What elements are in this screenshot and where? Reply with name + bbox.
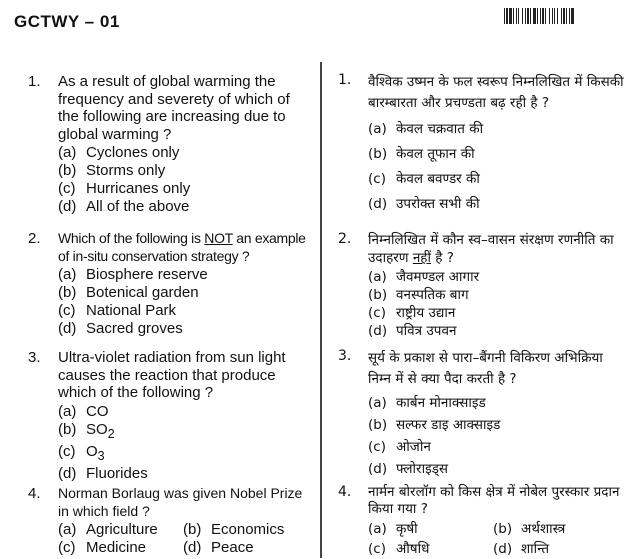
question-text: Ultra-violet radiation from sun light causes the reaction that produce which of the following ? [58,349,286,401]
question-text: नार्मन बोरलॉग को किस क्षेत्र में नोबेल पुरस्कार प्रदान किया गया ? [368,484,620,517]
option-d: (d) शान्ति [493,541,550,557]
emphasis-not: नहीं [412,250,431,266]
option-a: (a) कृषी [368,521,418,537]
options [58,144,312,216]
option-a: (a) CO [58,402,109,420]
option-a: (a) Agriculture [58,521,158,538]
option-a: (a) Biosphere reserve [58,266,208,283]
column-divider [320,62,322,558]
barcode-image [502,8,626,24]
options [368,268,630,340]
options [58,521,312,557]
question-number: 4. [28,485,41,502]
option-b: (b) वनस्पतिक बाग [368,287,469,303]
option-b: (b) सल्फर डाइ आक्साइड [368,417,501,433]
option-c: (c) औषधि [368,541,430,557]
option-c: (c) ओजोन [368,439,431,455]
emphasis-not: NOT [204,230,233,246]
option-c: (c) $O_3$ [58,442,105,463]
question-text: निम्नलिखित में कौन स्व–वासन संरक्षण रणनीति का उदाहरण नहीं है ? [368,232,614,266]
option-d: (d) Sacred groves [58,320,183,337]
option-c: (c) Hurricanes only [58,180,191,197]
question-number: 3. [338,348,352,364]
option-a: (a) जैवमण्डल आगार [368,269,480,285]
question-number: 1. [338,72,352,88]
option-d: (d) Fluorides [58,464,148,482]
option-d: (d) Peace [183,539,254,556]
options [368,519,630,559]
options [58,403,312,483]
option-b: (b) केवल तूफान की [368,146,475,162]
question-text: वैश्विक उष्मन के फल स्वरूप निम्नलिखित में किसकी बारम्बारता और प्रचण्डता बढ़ रही है ? [368,74,624,111]
question-text: Which of the following is NOT an example of in-situ conservation strategy ? [58,230,306,264]
options [368,117,630,217]
options [58,266,312,338]
option-a: (a) Cyclones only [58,144,180,161]
option-c: (c) National Park [58,302,177,319]
option-b: (b) Storms only [58,162,166,179]
question-number: 4. [338,484,352,500]
option-b: (b) अर्थशास्त्र [493,521,566,537]
option-d: (d) All of the above [58,198,190,215]
question-number: 2. [338,231,352,247]
option-c: (c) राष्ट्रीय उद्यान [368,305,456,321]
question-number: 3. [28,349,41,366]
option-d: (d) उपरोक्त सभी की [368,196,480,212]
option-d: (d) फ्लोराइड्स [368,461,449,477]
option-b: (b) Botenical garden [58,284,199,301]
option-c: (c) Medicine [58,539,147,556]
options [368,392,630,480]
question-text: सूर्य के प्रकाश से पारा–बैंगनी विकिरण अभिक्रिया निम्न में से क्या पैदा करती है ? [368,350,603,387]
question-text: As a result of global warming the frequency and severety of which of the following are increasing due to global warming ? [58,73,290,143]
question-number: 1. [28,73,41,90]
option-d: (d) पवित्र उपवन [368,323,457,339]
question-number: 2. [28,230,41,247]
paper-code: GCTWY – 01 [14,12,120,31]
option-c: (c) केवल बवण्डर की [368,171,480,187]
option-b: (b) $SO_2$ [58,420,115,441]
option-a: (a) कार्बन मोनाक्साइड [368,395,486,411]
option-b: (b) Economics [183,521,285,538]
question-text: Norman Borlaug was given Nobel Prize in which field ? [58,485,303,519]
option-a: (a) केवल चक्रवात की [368,121,484,137]
